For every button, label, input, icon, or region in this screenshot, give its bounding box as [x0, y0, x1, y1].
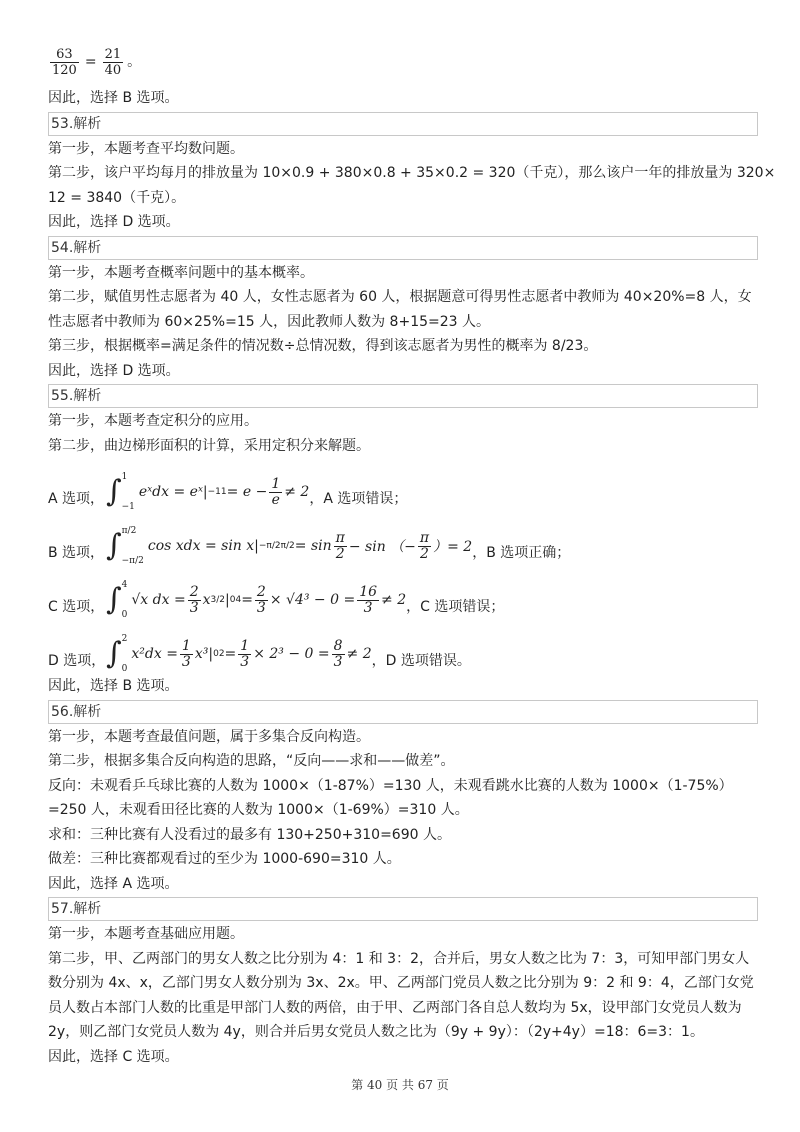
text-line: 12 = 3840（千克）。: [48, 189, 186, 206]
text-line: 因此，选择 C 选项。: [48, 1048, 179, 1065]
text-line: 反向：未观看乒乓球比赛的人数为 1000×（1-87%）=130 人，未观看跳水比赛的人数为 1000×（1-75%）: [48, 777, 733, 794]
text-line: 因此，选择 B 选项。: [48, 678, 179, 694]
section-header-56: 56.解析: [48, 700, 758, 724]
section-header-57: 57.解析: [48, 897, 758, 921]
integral-expression: ∫ π/2 −π/2 cos xdx = sin x| −π/2 π/2 = sin $\frac{\pi}{2}$ − sin （− $\frac{\pi}{2}$ ）= 2: [106, 526, 473, 566]
document-page: [48, 38, 776, 1069]
option-d-formula: D 选项， ∫ 2 0 x²dx = $\frac{1}{3}$ x³| 0 2 = $\frac{1}{3}$ × 2³ − 0 = $\frac{8}{3}$ ≠ 2 ，D 选项错误。: [48, 634, 471, 674]
q52-conclusion: 因此，选择 B 选项。: [48, 90, 179, 106]
text-line: 第二步，曲边梯形面积的计算，采用定积分来解题。: [48, 437, 370, 454]
text-line: 第二步，甲、乙两部门的男女人数之比分别为 4：1 和 3：2，合并后，男女人数之比为 7：3，可知甲部门男女人: [48, 950, 750, 967]
text-line: 第二步，赋值男性志愿者为 40 人，女性志愿者为 60 人，根据题意可得男性志愿者中教师为 40×20%=8 人，女: [48, 289, 752, 305]
text-line: 因此，选择 D 选项。: [48, 362, 180, 379]
section-header-55: 55.解析: [48, 384, 758, 408]
text-line: 第一步，本题考查最值问题，属于多集合反向构造。: [48, 728, 370, 745]
text-line: 第一步，本题考查平均数问题。: [48, 140, 244, 157]
text-line: 性志愿者中教师为 60×25%=15 人，因此教师人数为 8+15=23 人。: [48, 313, 491, 330]
text-line: 第三步，根据概率=满足条件的情况数÷总情况数，得到该志愿者为男性的概率为 8/23。: [48, 338, 598, 354]
section-header-54: 54.解析: [48, 236, 758, 260]
option-b-formula: B 选项， ∫ π/2 −π/2 cos xdx = sin x| −π/2 π/2 = sin $\frac{\pi}{2}$ − sin （− $\frac{\pi}{2}$ ）= 2 ，B 选项正确；: [48, 526, 571, 566]
option-a-formula: A 选项， ∫ 1 −1 eˣdx = eˣ| −1 1 = e − $\frac{1}{e}$ ≠ 2 ，A 选项错误；: [48, 472, 408, 512]
fraction: $\frac{21}{40}$: [104, 46, 122, 78]
text-line: 第一步，本题考查基础应用题。: [48, 926, 244, 942]
option-c-formula: C 选项， ∫ 4 0 √x dx = $\frac{2}{3}$ x 3/2 | 0 4 = $\frac{2}{3}$ × √4³ − 0 = $\frac{16}{3}$ ≠ 2 ，C 选项错误；: [48, 580, 505, 620]
integral-expression: ∫ 2 0 x²dx = $\frac{1}{3}$ x³| 0 2 = $\frac{1}{3}$ × 2³ − 0 = $\frac{8}{3}$ ≠ 2: [106, 634, 372, 674]
text-line: =250 人，未观看田径比赛的人数为 1000×（1-69%）=310 人。: [48, 802, 469, 818]
text-line: 第二步，该户平均每月的排放量为 10×0.9 + 380×0.8 + 35×0.2 = 320（千克），那么该户一年的排放量为 320×: [48, 165, 776, 181]
text-line: 因此，选择 A 选项。: [48, 875, 179, 892]
text-line: 第一步，本题考查定积分的应用。: [48, 413, 258, 429]
page-footer: 第 40 页 共 67 页: [351, 1078, 449, 1092]
text-line: 因此，选择 D 选项。: [48, 214, 180, 230]
text-line: 第一步，本题考查概率问题中的基本概率。: [48, 264, 314, 281]
text-line: 求和：三种比赛有人没看过的最多有 130+250+310=690 人。: [48, 826, 451, 843]
text-line: 员人数占本部门人数的比重是甲部门人数的两倍，由于甲、乙两部门各自总人数均为 5x，设甲部门女党员人数为: [48, 999, 742, 1016]
section-header-53: 53.解析: [48, 112, 758, 136]
integral-expression: ∫ 1 −1 eˣdx = eˣ| −1 1 = e − $\frac{1}{e}$ ≠ 2: [106, 472, 310, 512]
text-line: 第二步，根据多集合反向构造的思路，“反向——求和——做差”。: [48, 753, 455, 769]
text-line: 数分别为 4x、x，乙部门男女人数分别为 3x、2x。甲、乙两部门党员人数之比分别为 9：2 和 9：4，乙部门女党: [48, 975, 754, 991]
text-line: 做差：三种比赛都观看过的至少为 1000-690=310 人。: [48, 851, 401, 867]
top-formula: $\frac{63}{120}$ = $\frac{21}{40}$ 。: [52, 46, 142, 78]
text-line: 2y，则乙部门女党员人数为 4y，则合并后男女党员人数之比为（9y + 9y）：（2y+4y）=18：6=3：1。: [48, 1024, 704, 1040]
fraction: $\frac{63}{120}$: [52, 46, 77, 78]
integral-expression: ∫ 4 0 √x dx = $\frac{2}{3}$ x 3/2 | 0 4 = $\frac{2}{3}$ × √4³ − 0 = $\frac{16}{3}$ ≠ 2: [106, 580, 407, 620]
